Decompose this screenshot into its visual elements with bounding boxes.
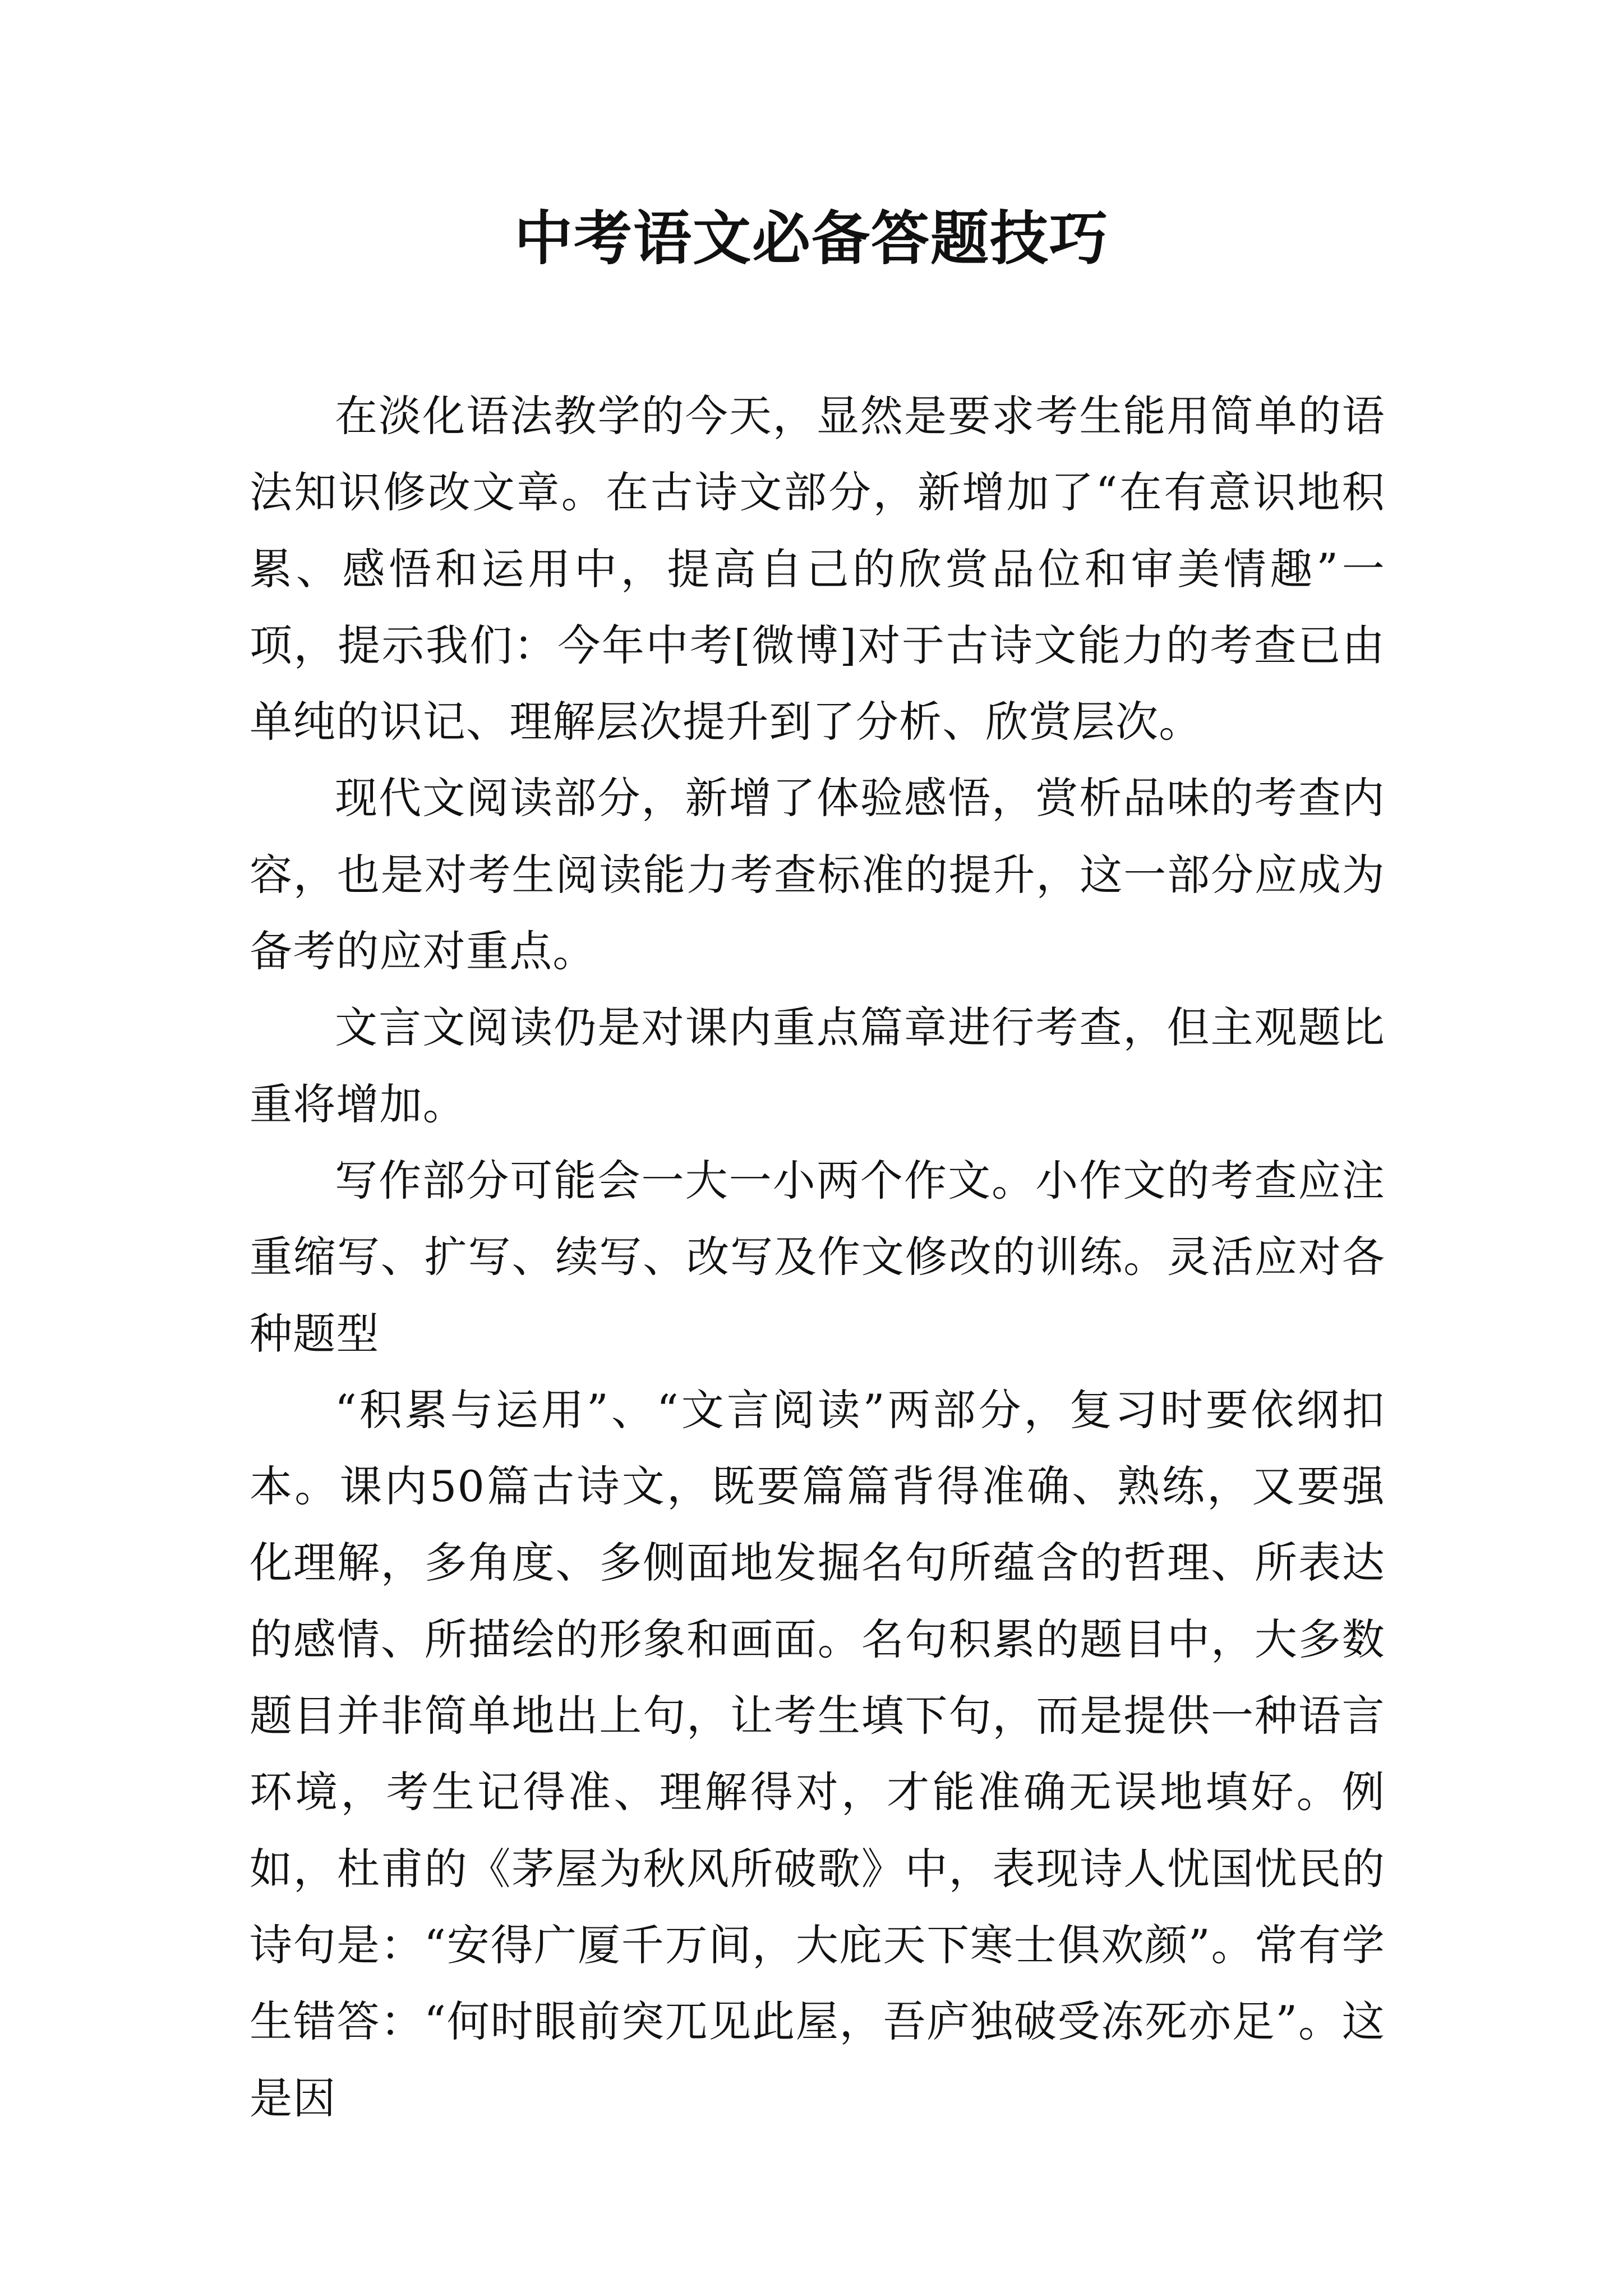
paragraph-grammar-and-classical-poetry: 在淡化语法教学的今天，显然是要求考生能用简单的语法知识修改文章。在古诗文部分，新增加了“在有意识地积累、感悟和运用中，提高自己的欣赏品位和审美情趣”一项，提示我们：今年中考[微博]对于古诗文能力的考查已由单纯的识记、理解层次提升到了分析、欣赏层次。 xyxy=(250,391,1385,747)
paragraph-writing: 写作部分可能会一大一小两个作文。小作文的考查应注重缩写、扩写、续写、改写及作文修改的训练。灵活应对各种题型 xyxy=(250,1155,1385,1359)
document-title: 中考语文必备答题技巧 xyxy=(514,204,1109,273)
paragraph-accumulation-and-application: “积累与运用”、“文言阅读”两部分，复习时要依纲扣本。课内50篇古诗文，既要篇篇背得准确、熟练，又要强化理解，多角度、多侧面地发掘名句所蕴含的哲理、所表达的感情、所描绘的形象和画面。名句积累的题目中，大多数题目并非简单地出上句，让考生填下句，而是提供一种语言环境，考生记得准、理解得对，才能准确无误地填好。例如，杜甫的《茅屋为秋风所破歌》中，表现诗人忧国忧民的诗句是：“安得广厦千万间，大庇天下寒士俱欢颜”。常有学生错答：“何时眼前突兀见此屋，吾庐独破受冻死亦足”。这是因 xyxy=(250,1384,1385,2123)
document-body xyxy=(250,378,1385,2137)
paragraph-classical-chinese-reading: 文言文阅读仍是对课内重点篇章进行考查，但主观题比重将增加。 xyxy=(250,1002,1385,1129)
paragraph-modern-reading: 现代文阅读部分，新增了体验感悟，赏析品味的考查内容，也是对考生阅读能力考查标准的提升，这一部分应成为备考的应对重点。 xyxy=(250,773,1385,977)
